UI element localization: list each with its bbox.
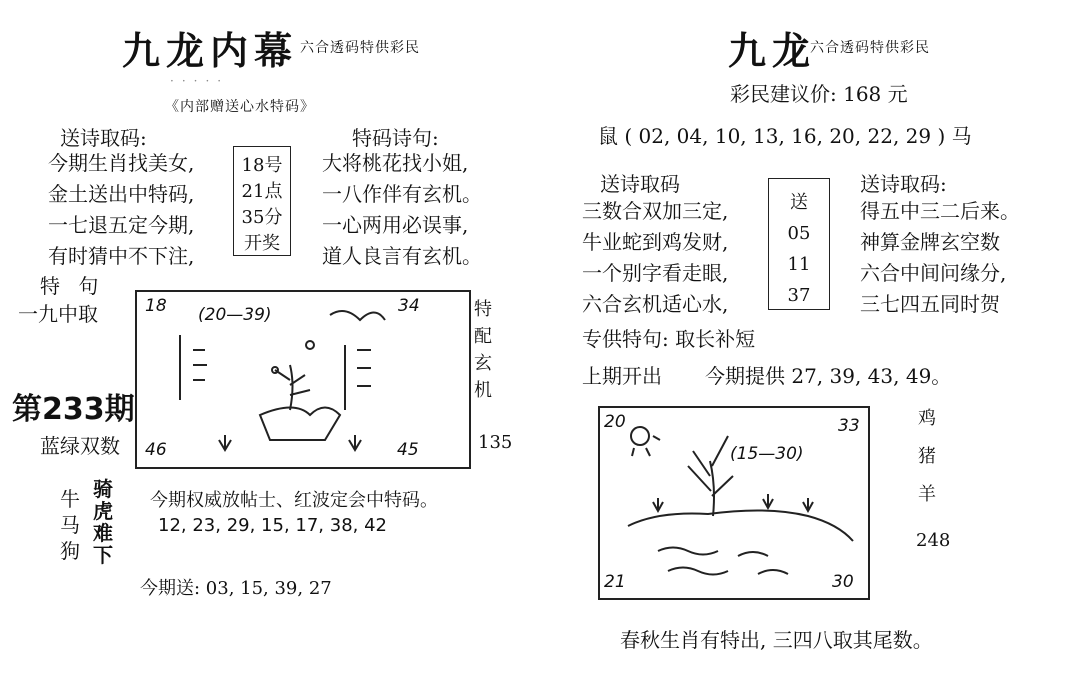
doodle-lines	[180, 335, 207, 400]
left-subtitle: 六合透码特供彩民	[300, 40, 420, 56]
plant-stem	[275, 365, 310, 410]
right-title: 九龙	[728, 28, 817, 73]
left-sketch-bl: 46	[145, 440, 167, 460]
phrase-char: 骑	[93, 477, 113, 501]
left-title: 九龙内幕	[122, 28, 299, 73]
side-char: 玄	[474, 353, 492, 374]
poem-line: 道人良言有玄机。	[322, 244, 482, 268]
poem-line: 得五中三二后来。	[860, 199, 1020, 223]
right-send-box	[768, 178, 830, 310]
left-side-vertical	[474, 296, 492, 404]
side-char: 配	[474, 326, 492, 347]
zodiac-char: 马	[60, 513, 80, 537]
side-char: 特	[474, 299, 492, 320]
ground-line	[628, 510, 853, 541]
right-side-animals	[918, 400, 936, 514]
box-line: 18号	[241, 155, 283, 176]
grass-marks	[219, 435, 361, 450]
poem-line: 一个别字看走眼,	[582, 261, 729, 285]
left-today-send: 今期送: 03, 15, 39, 27	[140, 578, 332, 599]
poem-line: 牛业蛇到鸡发财,	[582, 230, 729, 254]
left-tagline: 《内部赠送心水特码》	[165, 99, 315, 115]
right-footer: 春秋生肖有特出, 三四八取其尾数。	[620, 628, 933, 652]
sun-circle	[631, 427, 649, 445]
grass-marks	[653, 494, 813, 511]
left-side-number: 135	[478, 432, 513, 453]
left-line-message: 今期权威放帖士、红波定会中特码。	[150, 490, 438, 511]
left-poem-right-heading: 特码诗句:	[352, 126, 439, 150]
right-poem-right	[860, 196, 1020, 320]
poem-line: 有时猜中不下注,	[48, 244, 195, 268]
poem-line: 一七退五定今期,	[48, 213, 195, 237]
right-sketch-bl: 21	[604, 572, 626, 592]
right-last-period-label: 上期开出	[582, 364, 662, 388]
bud-circle	[306, 341, 314, 349]
left-color-hint: 蓝绿双数	[40, 434, 120, 458]
poem-line: 金土送出中特码,	[48, 182, 195, 206]
zodiac-char: 牛	[60, 487, 80, 511]
right-poem-right-heading: 送诗取码:	[860, 172, 947, 196]
heart-shape	[260, 408, 340, 441]
poem-line: 今期生肖找美女,	[48, 151, 195, 175]
scribble	[330, 311, 385, 320]
sun-rays	[632, 436, 660, 456]
left-sketch-drawing	[135, 290, 467, 465]
zodiac-char: 狗	[60, 539, 80, 563]
tree	[688, 436, 733, 516]
animal-char: 鸡	[918, 408, 936, 429]
right-special-phrase: 专供特句: 取长补短	[582, 327, 756, 351]
phrase-char: 下	[93, 543, 113, 567]
box-line: 37	[787, 285, 811, 306]
left-phrase-col	[93, 478, 113, 566]
right-sketch-drawing	[598, 406, 866, 596]
right-poem-heading: 送诗取码	[600, 172, 680, 196]
left-sketch-br: 45	[397, 440, 419, 460]
left-zodiac-col	[60, 486, 80, 564]
left-period-label: 第233期	[12, 392, 135, 427]
poem-line: 六合中间问缘分,	[860, 261, 1007, 285]
phrase-char: 难	[93, 521, 113, 545]
left-faded-line: ·····	[170, 74, 230, 88]
poem-line: 一心两用必误事,	[322, 213, 469, 237]
right-subtitle: 六合透码特供彩民	[810, 40, 930, 56]
right-side-number: 248	[916, 530, 951, 551]
left-poem-right	[322, 148, 482, 272]
box-line: 05	[787, 223, 811, 244]
poem-line: 一八作伴有玄机。	[322, 182, 482, 206]
water-waves	[658, 548, 788, 575]
side-char: 机	[474, 380, 492, 401]
box-line: 送	[790, 192, 808, 213]
left-poem-heading: 送诗取码:	[60, 126, 147, 150]
right-sketch-tl: 20	[604, 412, 626, 432]
poem-line: 六合玄机适心水,	[582, 292, 729, 316]
box-line: 21点	[241, 181, 283, 202]
right-sketch-br: 30	[832, 572, 854, 592]
left-hint-label: 一九中取	[18, 302, 98, 326]
right-sketch-range: (15—30)	[730, 444, 804, 464]
left-sketch-tr: 34	[398, 296, 420, 316]
animal-char: 羊	[918, 484, 936, 505]
poem-line: 神算金牌玄空数	[860, 230, 1000, 254]
box-line: 11	[787, 254, 811, 275]
left-number-list: 12, 23, 29, 15, 17, 38, 42	[158, 515, 387, 536]
phrase-char: 虎	[93, 499, 113, 523]
box-line: 开奖	[244, 233, 280, 254]
poem-line: 三数合双加三定,	[582, 199, 729, 223]
box-line: 35分	[241, 207, 283, 228]
left-tejv-label: 特 句	[40, 274, 105, 298]
poem-line: 大将桃花找小姐,	[322, 151, 469, 175]
doodle-lines	[345, 345, 371, 410]
animal-char: 猪	[918, 446, 936, 467]
left-draw-time-box	[233, 146, 291, 256]
right-offer-line: 今期提供 27, 39, 43, 49。	[705, 364, 952, 388]
right-poem	[582, 196, 728, 320]
left-sketch-tl: 18	[145, 296, 167, 316]
left-sketch-range: (20—39)	[198, 305, 272, 325]
left-poem	[48, 148, 194, 272]
right-price-line: 彩民建议价: 168 元	[730, 82, 908, 106]
poem-line: 三七四五同时贺	[860, 292, 1000, 316]
right-sketch-tr: 33	[838, 416, 860, 436]
right-zodiac-line: 鼠 ( 02, 04, 10, 13, 16, 20, 22, 29 ) 马	[598, 124, 972, 148]
